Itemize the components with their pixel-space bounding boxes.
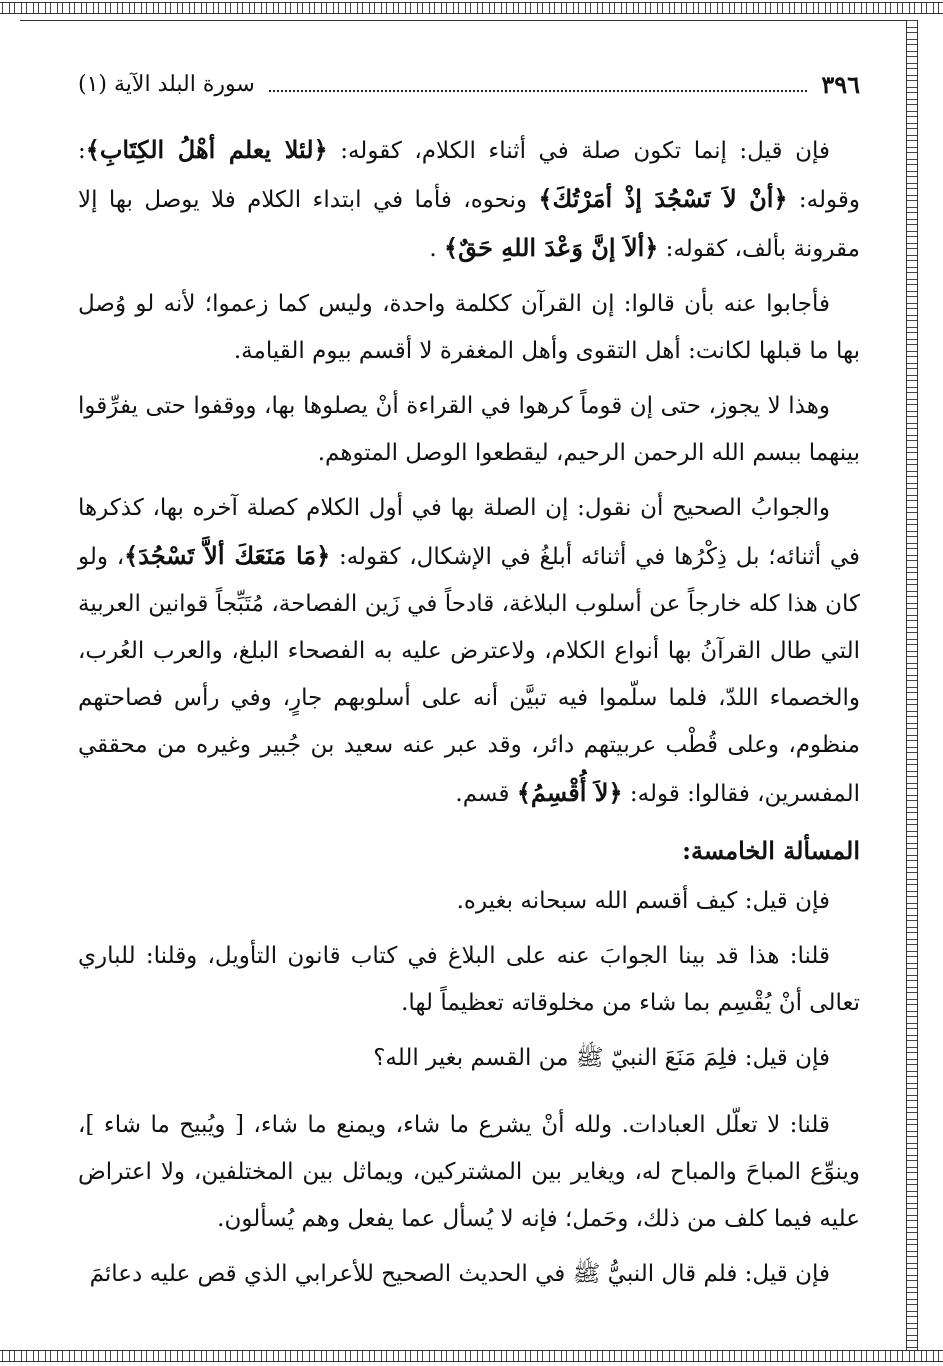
quran-quote: ﴿لئلا يعلم أهْلُ الكِتَابِ﴾ xyxy=(85,135,328,164)
text-span: ، ولو كان هذا كله خارجاً عن أسلوب البلاغة، قادحاً في زَين الفصاحة، مُتَبِّجاً قوانين العربية التي طال القرآنُ بها أنواع الكلام، ولاعترض عليه به الفصحاء البلغ، والعرب العُرب، والخصماء اللدّ، فلما سلّموا فيه تبيَّن أنه على أسلوبهم جارٍ، وفي رأس فصاحتهم منظوم، وعلى قُطْب عربيتهم دائر، وقد عبر عنه سعيد بن جُبير وغيره من محققي المفسرين، فقالوا: قوله: xyxy=(78,544,860,807)
paragraph-1 xyxy=(78,126,860,273)
text-span: والجوابُ الصحيح أن نقول: إن الصلة بها في أول الكلام كصلة آخره بها، كذكرها في أثنائه؛ بل ذِكْرُها في أثنائه أبلغُ في الإشكال، كقوله: xyxy=(78,495,860,570)
text-span: فإن قيل: إنما تكون صلة في أثناء الكلام، كقوله: xyxy=(327,138,830,164)
paragraph-4 xyxy=(78,485,860,818)
paragraph-9: فإن قيل: فلم قال النبيُّ ﷺ في الحديث الصحيح للأعرابي الذي قص عليه دعائمَ xyxy=(89,1261,830,1287)
text-span: ونحوه، فأما في ابتداء الكلام فلا يوصل بها إلا مقرونة بألف، كقوله: xyxy=(78,187,860,262)
paragraph-2: فأجابوا عنه بأن قالوا: إن القرآن ككلمة واحدة، وليس كما زعموا؛ لأنه لو وُصل بها ما قبلها لكانت: أهل التقوى وأهل المغفرة لا أقسم بيوم القيامة. xyxy=(78,291,860,364)
section-heading: المسألة الخامسة: xyxy=(682,836,860,865)
quran-quote: ﴿لاَ أُقْسِمُ﴾ xyxy=(516,778,623,807)
header-dotted-leader xyxy=(269,76,808,92)
paragraph-3: وهذا لا يجوز، حتى إن قوماً كرهوا في القراءة أنْ يصلوها بها، ووقفوا حتى يفرِّقوا بينهما ببسم الله الرحمن الرحيم، ليقطعوا الوصل المتوهم. xyxy=(78,393,860,466)
page-content xyxy=(78,60,860,1306)
text-span: : وقوله: xyxy=(78,138,861,213)
page-border-top xyxy=(0,2,943,14)
page-border-bottom xyxy=(0,1350,943,1362)
quran-quote: ﴿أنْ لاَ تَسْجُدَ إذْ أمَرْتُكَ﴾ xyxy=(538,184,788,213)
quran-quote: ﴿مَا مَنَعَكَ ألاَّ تَسْجُدَ﴾ xyxy=(124,541,331,570)
paragraph-5: فإن قيل: كيف أقسم الله سبحانه بغيره. xyxy=(456,888,830,914)
paragraph-6: قلنا: هذا قد بينا الجوابَ عنه على البلاغ في كتاب قانون التأويل، وقلنا: للباري تعالى أنْ يُقْسِم بما شاء من مخلوقاته تعظيماً لها. xyxy=(78,943,860,1016)
spacer xyxy=(78,1090,860,1102)
quran-quote: ﴿ألاَ إنَّ وَعْدَ اللهِ حَقٌ﴾ xyxy=(444,233,659,262)
text-span: . xyxy=(429,236,445,262)
page-border-inner-line xyxy=(20,20,906,21)
page-number: ٣٩٦ xyxy=(821,69,860,99)
sura-title: سورة البلد الآية (١) xyxy=(78,71,255,97)
paragraph-8: قلنا: لا تعلّل العبادات. ولله أنْ يشرع ما شاء، ويمنع ما شاء، [ ويُبيح ما شاء ]، وينوِّع المباحَ والمباح له، ويغاير بين المشتركين، ويماثل بين المختلفين، ولا اعتراض عليه فيما كلف من ذلك، وحَمل؛ فإنه لا يُسأل عما يفعل وهم يُسألون. xyxy=(78,1112,860,1232)
page-border-right xyxy=(906,20,918,1350)
text-span: قسم. xyxy=(455,781,517,807)
running-header xyxy=(78,60,860,108)
paragraph-7: فإن قيل: فلِمَ مَنَعَ النبيّ ﷺ من القسم بغير الله؟ xyxy=(373,1045,830,1071)
